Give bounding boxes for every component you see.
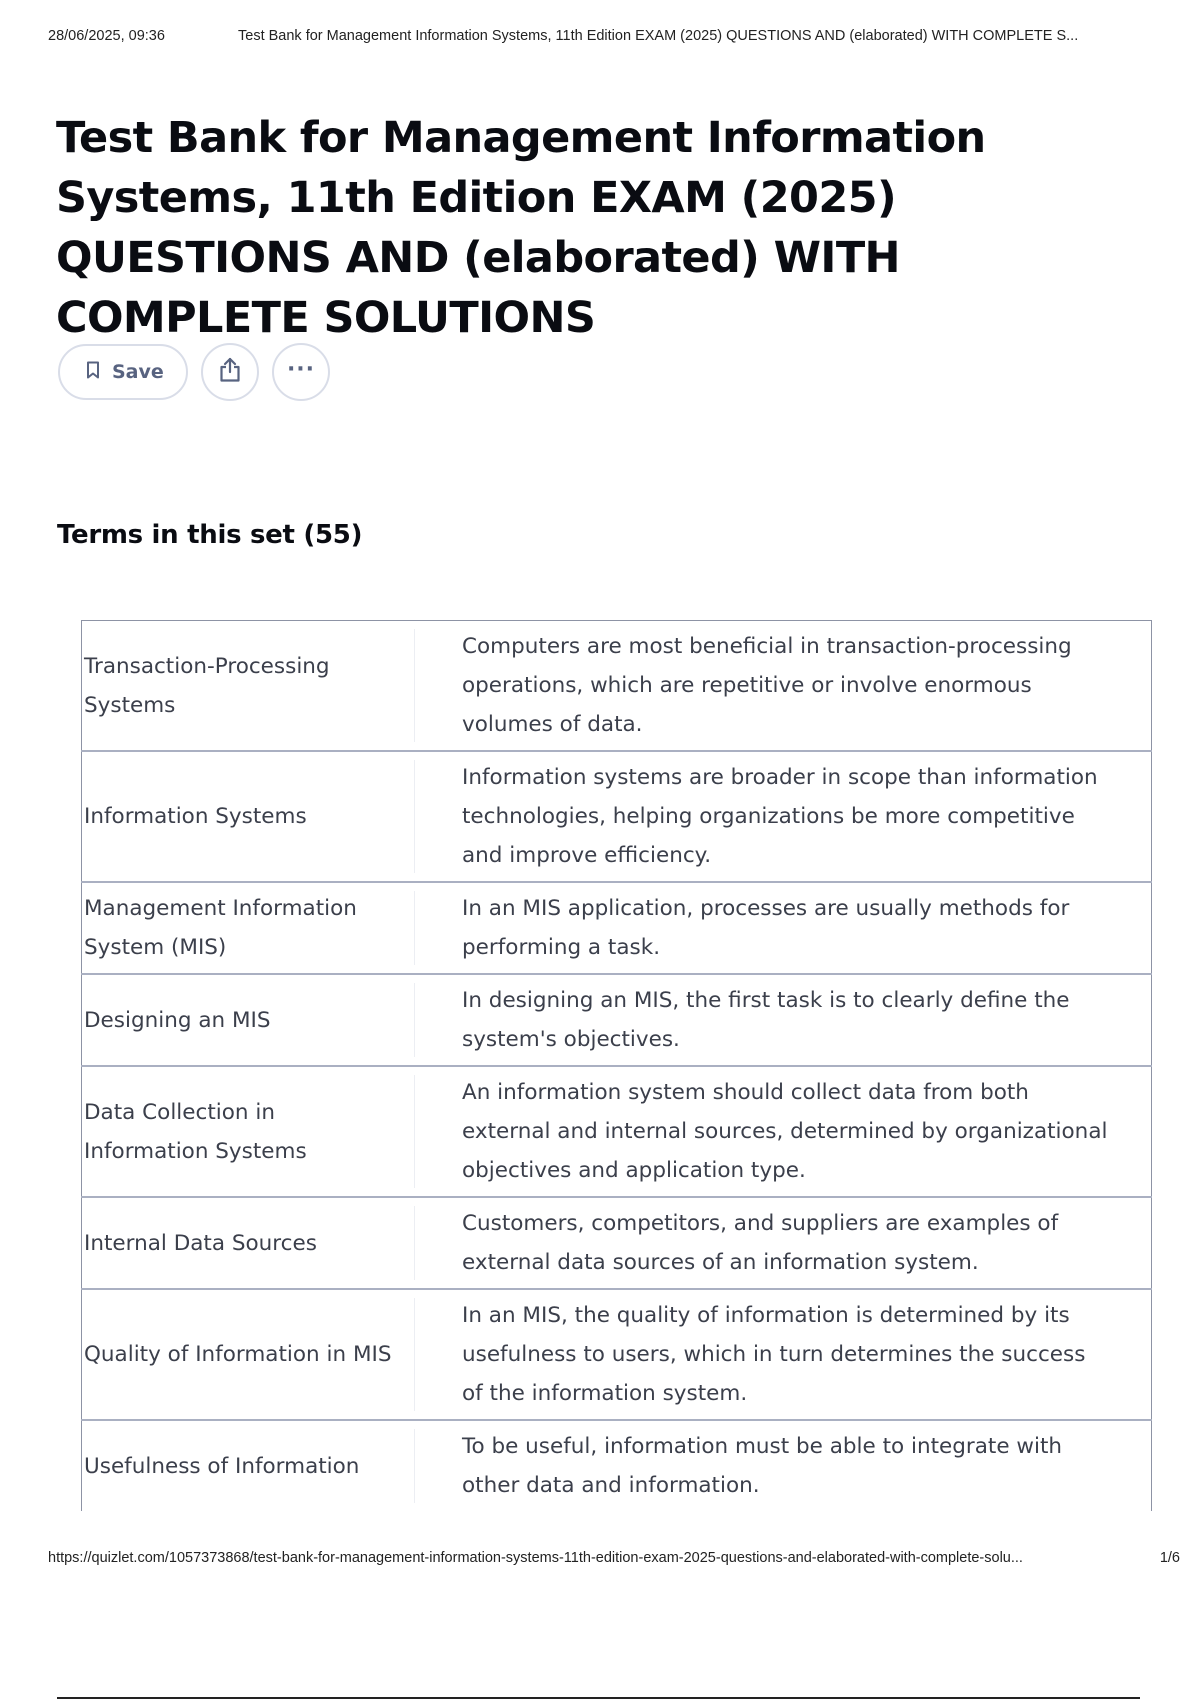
term-row[interactable]: [82, 1289, 1152, 1420]
term-row[interactable]: [82, 621, 1152, 752]
definition-text: In an MIS application, processes are usually methods for performing a task.: [414, 882, 1152, 974]
definition-text: Computers are most beneficial in transaction-processing operations, which are repetitive or involve enormous volumes of data.: [414, 621, 1152, 752]
definition-text: An information system should collect data from both external and internal sources, determined by organizational objectives and application type.: [414, 1066, 1152, 1197]
save-label: Save: [112, 361, 164, 383]
terms-table-viewport: [0, 600, 1200, 1540]
term-row[interactable]: [82, 751, 1152, 882]
term-text: Management Information System (MIS): [82, 882, 415, 974]
page-number: 1/6: [1159, 1550, 1180, 1566]
definition-text: Customers, competitors, and suppliers are examples of external data sources of an information system.: [414, 1197, 1152, 1289]
term-text: Quality of Information in MIS: [82, 1289, 415, 1420]
print-date: 28/06/2025, 09:36: [48, 28, 165, 44]
more-options-button[interactable]: [272, 343, 330, 401]
share-button[interactable]: [201, 343, 259, 401]
definition-text: Information systems are broader in scope than information technologies, helping organizations be more competitive and improve efficiency.: [414, 751, 1152, 882]
action-bar: [58, 343, 330, 401]
terms-heading: Terms in this set (55): [57, 520, 363, 550]
term-text: Transaction-Processing Systems: [82, 621, 415, 752]
definition-text: To be useful, information must be able to integrate with other data and information.: [414, 1420, 1152, 1511]
terms-table: [81, 620, 1152, 1511]
term-row[interactable]: [82, 1197, 1152, 1289]
share-icon: [218, 357, 242, 387]
term-row[interactable]: [82, 1420, 1152, 1511]
bookmark-icon: [86, 361, 100, 384]
print-url: https://quizlet.com/1057373868/test-bank-for-management-information-systems-11th-edition-exam-2025-questions-and-elaborated-with-complete-solu...: [48, 1550, 1023, 1566]
term-text: Usefulness of Information: [82, 1420, 415, 1511]
term-text: Information Systems: [82, 751, 415, 882]
definition-text: In an MIS, the quality of information is determined by its usefulness to users, which in turn determines the success of the information system.: [414, 1289, 1152, 1420]
save-button[interactable]: [58, 344, 188, 400]
term-row[interactable]: [82, 1066, 1152, 1197]
term-text: Internal Data Sources: [82, 1197, 415, 1289]
terms-table-body: [82, 621, 1152, 1512]
page-title: Test Bank for Management Information Systems, 11th Edition EXAM (2025) QUESTIONS AND (elaborated) WITH COMPLETE SOLUTIONS: [56, 113, 986, 343]
term-text: Designing an MIS: [82, 974, 415, 1066]
bottom-divider: [57, 1697, 1140, 1699]
print-doc-title: Test Bank for Management Information Systems, 11th Edition EXAM (2025) QUESTIONS AND (elaborated) WITH COMPLETE S...: [238, 28, 1079, 44]
more-icon: ···: [286, 356, 316, 382]
term-row[interactable]: [82, 974, 1152, 1066]
definition-text: In designing an MIS, the first task is to clearly define the system's objectives.: [414, 974, 1152, 1066]
term-text: Data Collection in Information Systems: [82, 1066, 415, 1197]
term-row[interactable]: [82, 882, 1152, 974]
